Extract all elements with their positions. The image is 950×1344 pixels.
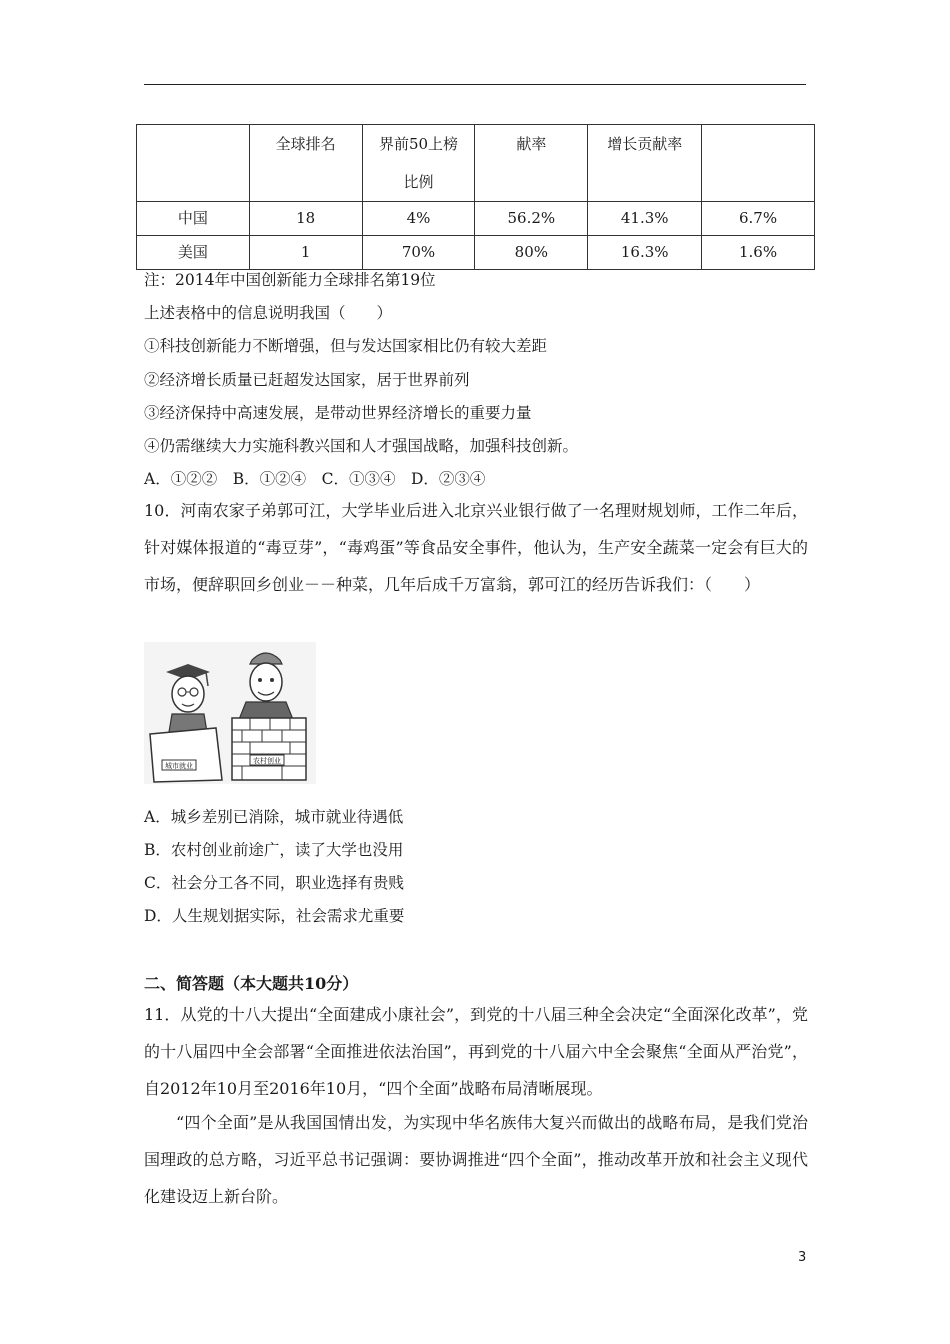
table-header-cell: 增长贡献率 xyxy=(588,125,702,202)
table-cell: 美国 xyxy=(137,236,250,270)
question-9-options: A．①②② B．①②④ C．①③④ D．②③④ xyxy=(144,470,486,488)
table-header-cell xyxy=(137,125,250,202)
question-9-item: ④仍需继续大力实施科教兴国和人才强国战略，加强科技创新。 xyxy=(144,437,579,455)
left-sign-label: 城市就业 xyxy=(165,762,193,770)
question-10-option: D．人生规划据实际，社会需求尤重要 xyxy=(144,907,405,925)
table-cell: 1.6% xyxy=(702,236,815,270)
table-cell: 80% xyxy=(475,236,588,270)
question-10-stem: 10．河南农家子弟郭可江，大学毕业后进入北京兴业银行做了一名理财规划师，工作二年后，针对媒体报道的“毒豆芽”，“毒鸡蛋”等食品安全事件，他认为，生产安全蔬菜一定会有巨大的市场，便辞职回乡创业－－种菜，几年后成千万富翁，郭可江的经历告诉我们：（ ） xyxy=(144,501,808,594)
city-job-stand xyxy=(150,728,222,782)
table-cell: 18 xyxy=(249,202,362,236)
table-cell: 1 xyxy=(249,236,362,270)
table-header-cell: 全球排名 xyxy=(249,125,362,202)
question-9-item: ①科技创新能力不断增强，但与发达国家相比仍有较大差距 xyxy=(144,337,548,355)
table-row xyxy=(137,202,815,236)
right-sign-label: 农村创业 xyxy=(253,757,281,765)
question-11-paragraph: “四个全面”是从我国国情出发，为实现中华名族伟大复兴而做出的战略布局，是我们党治国理政的总方略，习近平总书记强调：要协调推进“四个全面”，推动改革开放和社会主义现代化建设迈上新台阶。 xyxy=(144,1113,808,1206)
question-10-option: C．社会分工各不同，职业选择有贵贱 xyxy=(144,874,404,892)
question-10-option: B．农村创业前途广，读了大学也没用 xyxy=(144,841,404,859)
brick-wall xyxy=(232,718,306,780)
table-header-cell xyxy=(702,125,815,202)
table-header-cell: 界前50上榜比例 xyxy=(362,125,475,202)
table-cell: 16.3% xyxy=(588,236,702,270)
table-cell: 中国 xyxy=(137,202,250,236)
data-table xyxy=(136,124,815,270)
header-rule xyxy=(144,84,806,85)
question-11-paragraph: 11．从党的十八大提出“全面建成小康社会”，到党的十八届三种全会决定“全面深化改革”，党的十八届四中全会部署“全面推进依法治国”，再到党的十八届六中全会聚焦“全面从严治党”，自2012年10月至2016年10月，“四个全面”战略布局清晰展现。 xyxy=(144,1005,808,1098)
table-row xyxy=(137,236,815,270)
table-cell: 6.7% xyxy=(702,202,815,236)
table-header-row xyxy=(137,125,815,202)
question-9-item: ③经济保持中高速发展，是带动世界经济增长的重要力量 xyxy=(144,404,532,422)
table-cell: 56.2% xyxy=(475,202,588,236)
cartoon-figure xyxy=(144,642,316,784)
page-number: 3 xyxy=(798,1250,807,1265)
question-9-stem: 上述表格中的信息说明我国（ ） xyxy=(144,304,393,322)
table-note: 注：2014年中国创新能力全球排名第19位 xyxy=(144,271,436,289)
question-9-item: ②经济增长质量已赶超发达国家，居于世界前列 xyxy=(144,371,470,389)
table-cell: 41.3% xyxy=(588,202,702,236)
question-10-option: A．城乡差别已消除，城市就业待遇低 xyxy=(144,808,404,826)
table-cell: 4% xyxy=(362,202,475,236)
section-2-heading: 二、简答题（本大题共10分） xyxy=(144,974,359,993)
table-header-cell: 献率 xyxy=(475,125,588,202)
table-cell: 70% xyxy=(362,236,475,270)
